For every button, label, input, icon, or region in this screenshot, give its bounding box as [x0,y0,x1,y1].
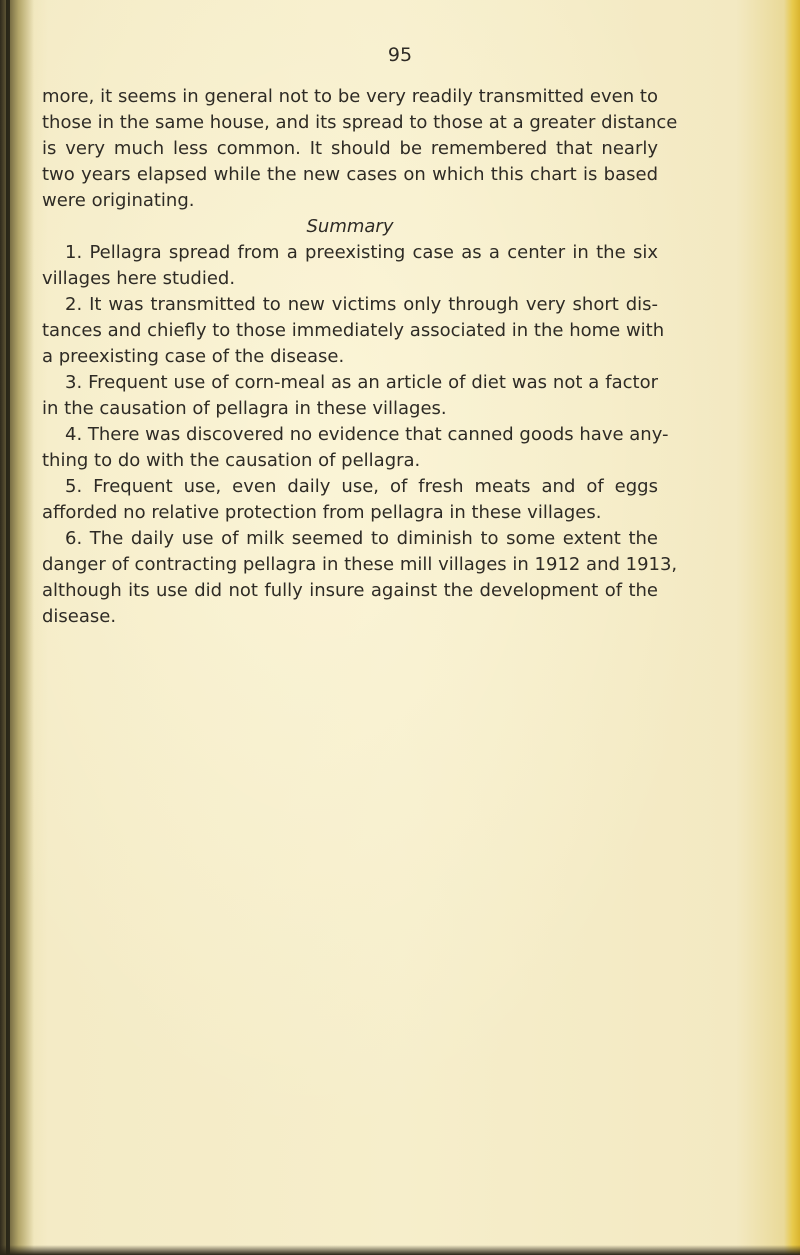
summary-item-5-line: afforded no relative protection from pellagra in these villages. [42,502,602,523]
summary-item-6-line: danger of contracting pellagra in these mill villages in 1912 and 1913, [42,554,678,575]
summary-item-5-line: 5. Frequent use, even daily use, of fresh meats and of eggs [65,476,658,497]
summary-item-2-line: a preexisting case of the disease. [42,346,345,367]
text-line: is very much less common. It should be remembered that nearly [42,138,658,159]
text-line: more, it seems in general not to be very readily transmitted even to [42,86,658,107]
text-line: two years elapsed while the new cases on which this chart is based [42,164,658,185]
summary-item-6-line: 6. The daily use of milk seemed to diminish to some extent the [65,528,658,549]
summary-item-1-line: 1. Pellagra spread from a preexisting case as a center in the six [65,242,658,263]
page-right-edge [784,0,800,1255]
summary-item-2-line: tances and chiefly to those immediately associated in the home with [42,320,665,341]
summary-item-4-line: 4. There was discovered no evidence that canned goods have any- [65,424,669,445]
summary-heading: Summary [306,216,394,237]
summary-item-6-line: although its use did not fully insure against the development of the [42,580,658,601]
page-number: 95 [387,44,413,66]
summary-item-1-line: villages here studied. [42,268,236,289]
text-line: were originating. [42,190,195,211]
summary-item-2-line: 2. It was transmitted to new victims only through very short dis- [65,294,658,315]
summary-item-3-line: 3. Frequent use of corn-meal as an article of diet was not a factor [65,372,658,393]
summary-item-3-line: in the causation of pellagra in these villages. [42,398,447,419]
summary-item-6-line: disease. [42,606,117,627]
page-gutter-line [6,0,10,1255]
body-text [42,84,678,630]
page-bottom-edge [0,1245,800,1255]
text-line: those in the same house, and its spread to those at a greater distance [42,112,678,133]
summary-item-4-line: thing to do with the causation of pellagra. [42,450,421,471]
